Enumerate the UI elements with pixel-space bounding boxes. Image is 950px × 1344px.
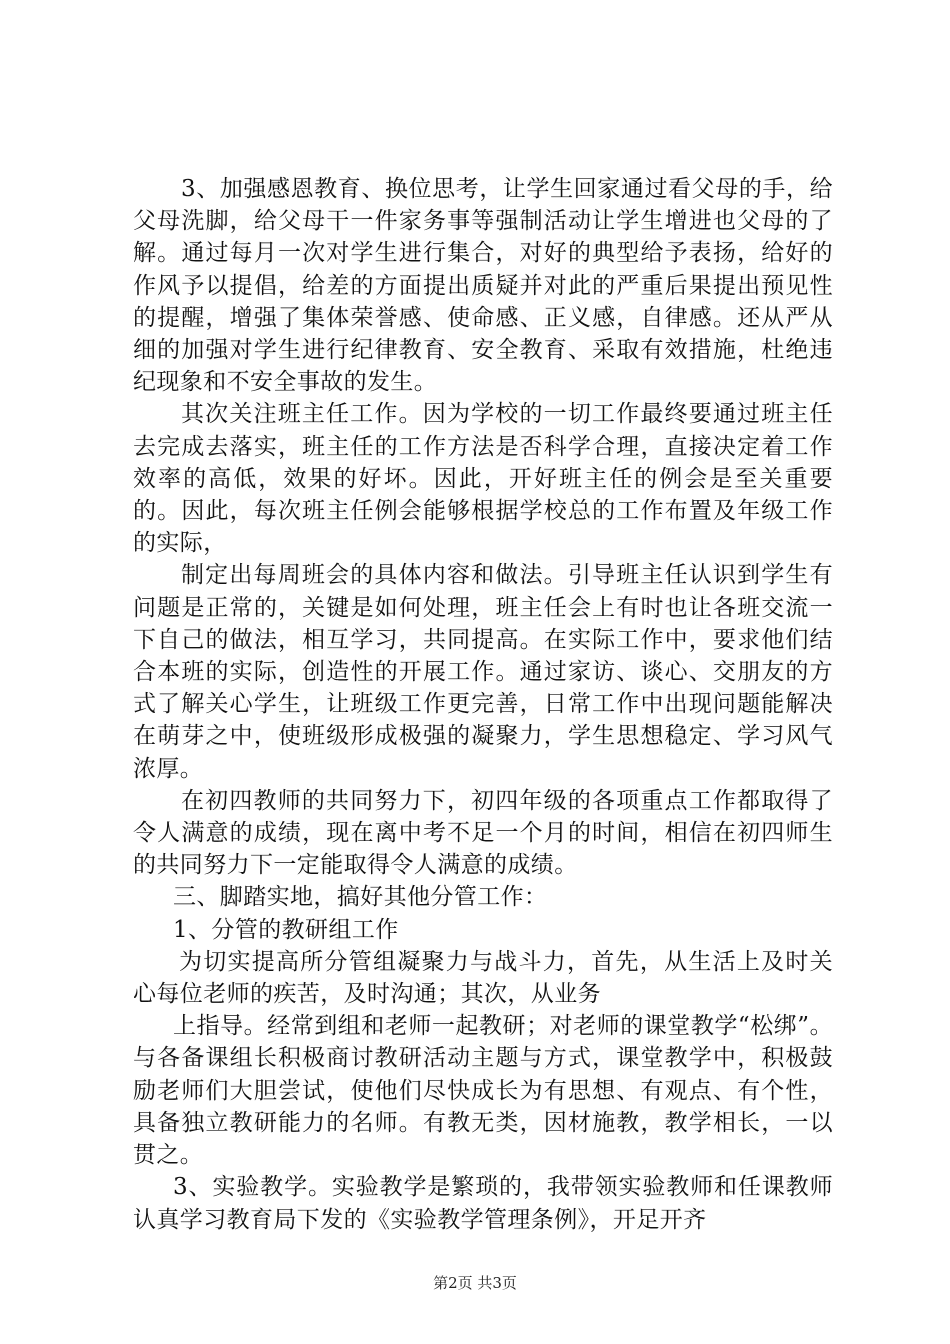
section-heading-other-work: 三、脚踏实地，搞好其他分管工作： (173, 884, 548, 911)
page-number-label: 第2页 共3页 (433, 1274, 517, 1292)
paragraph-research-group-care: 为切实提高所分管组凝聚力与战斗力，首先，从生活上及时关心每位老师的疾苦，及时沟通；其次，从业务 (133, 948, 833, 1008)
paragraph-grade-results: 在初四教师的共同努力下，初四年级的各项重点工作都取得了令人满意的成绩，现在离中考不足一个月的时间，相信在初四师生的共同努力下一定能取得令人满意的成绩。 (133, 787, 833, 879)
paragraph-head-teacher-work: 其次关注班主任工作。因为学校的一切工作最终要通过班主任去完成去落实，班主任的工作方法是否科学合理，直接决定着工作效率的高低，效果的好坏。因此，开好班主任的例会是至关重要的。因此，每次班主任例会能够根据学校总的工作布置及年级工作的实际， (133, 401, 833, 557)
paragraph-gratitude-education: 3、加强感恩教育、换位思考，让学生回家通过看父母的手，给父母洗脚，给父母干一件家务事等强制活动让学生增进也父母的了解。通过每月一次对学生进行集合，对好的典型给予表扬，给好的作风予以提倡，给差的方面提出质疑并对此的严重后果提出预见性的提醒，增强了集体荣誉感、使命感、正义感，自律感。还从严从细的加强对学生进行纪律教育、安全教育、采取有效措施，杜绝违纪现象和不安全事故的发生。 (133, 176, 833, 396)
document-body (133, 173, 833, 1236)
paragraph-weekly-class-meeting: 制定出每周班会的具体内容和做法。引导班主任认识到学生有问题是正常的，关键是如何处理，班主任会上有时也让各班交流一下自己的做法，相互学习，共同提高。在实际工作中，要求他们结合本班的实际，创造性的开展工作。通过家访、谈心、交朋友的方式了解关心学生，让班级工作更完善，日常工作中出现问题能解决在萌芽之中，使班级形成极强的凝聚力，学生思想稳定、学习风气浓厚。 (133, 562, 833, 782)
subheading-teaching-research: 1、分管的教研组工作 (173, 916, 399, 943)
paragraph-research-guidance: 上指导。经常到组和老师一起教研；对老师的课堂教学“松绑”。与各备课组长积极商讨教研活动主题与方式，课堂教学中，积极鼓励老师们大胆尝试，使他们尽快成长为有思想、有观点、有个性，具备独立教研能力的名师。有教无类，因材施教，教学相长，一以贯之。 (133, 1013, 833, 1169)
page-footer (0, 1272, 950, 1293)
paragraph-experiment-teaching: 3、实验教学。实验教学是繁琐的，我带领实验教师和任课教师认真学习教育局下发的《实验教学管理条例》，开足开齐 (133, 1174, 833, 1233)
